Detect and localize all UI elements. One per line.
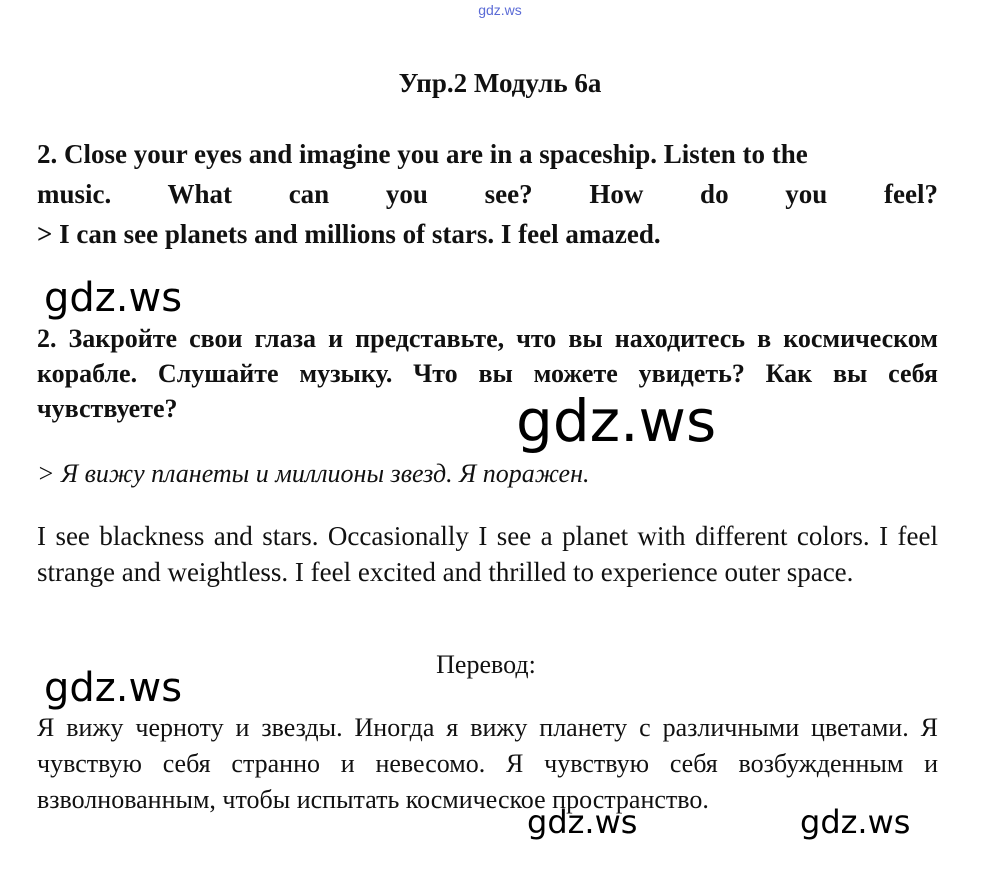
task-russian-answer: > Я вижу планеты и миллионы звезд. Я поражен. <box>37 459 590 488</box>
exercise-title: Упр.2 Модуль 6а <box>398 68 602 98</box>
task-english <box>37 134 938 254</box>
watermark: gdz.ws <box>527 803 638 841</box>
response-translation: Я вижу черноту и звезды. Иногда я вижу планету с различными цветами. Я чувствую себя странно и невесомо. Я чувствую себя возбужденным и взволнованным, чтобы испытать космическое пространство. <box>37 713 938 814</box>
task-english-answer: > I can see planets and millions of stars. I feel amazed. <box>37 219 661 249</box>
watermark: gdz.ws <box>800 803 911 841</box>
task-english-line-1: 2. Close your eyes and imagine you are in a spaceship. Listen to the <box>37 139 808 169</box>
translation-label-text: Перевод: <box>436 650 536 679</box>
site-watermark-top: gdz.ws <box>478 2 522 18</box>
task-english-line-2: music. What can you see? How do you feel? <box>37 179 938 209</box>
watermark: gdz.ws <box>516 387 717 455</box>
watermark: gdz.ws <box>44 275 183 321</box>
watermark: gdz.ws <box>44 665 183 711</box>
response-english: I see blackness and stars. Occasionally I see a planet with different colors. I feel strange and weightless. I feel excited and thrilled to experience outer space. <box>37 521 938 587</box>
task-russian: 2. Закройте свои глаза и представьте, что вы находитесь в космическом корабле. Слушайте музыку. Что вы можете увидеть? Как вы себя чувствуете? <box>37 324 938 423</box>
